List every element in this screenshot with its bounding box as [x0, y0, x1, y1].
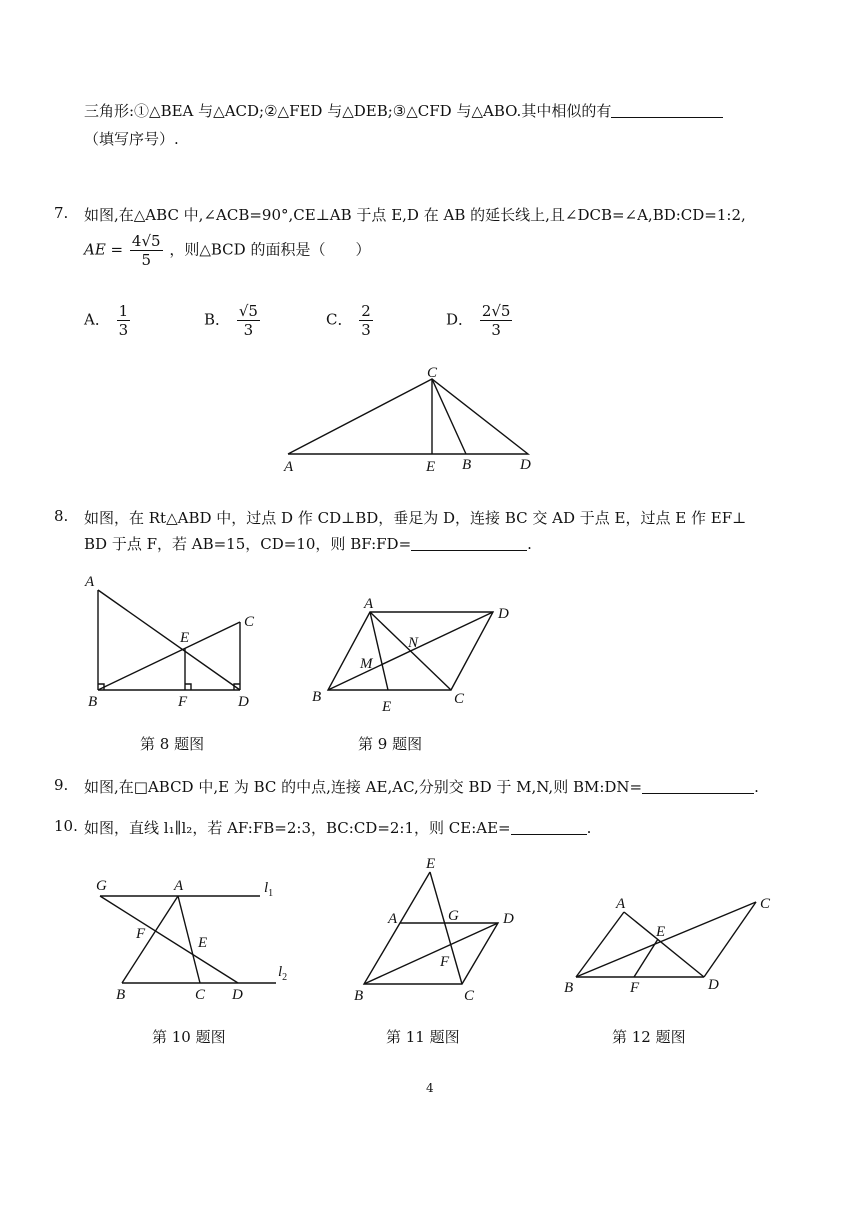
q7-figure — [280, 362, 540, 477]
svg-text:F: F — [630, 980, 640, 996]
svg-text:A: A — [616, 896, 626, 912]
svg-text:B: B — [312, 689, 322, 705]
svg-text:D: D — [238, 694, 249, 710]
svg-text:G: G — [96, 878, 107, 894]
svg-text:C: C — [464, 988, 475, 1004]
q7-ae-prefix: AE = — [84, 240, 124, 259]
page-number: 4 — [426, 1081, 434, 1095]
fig9-caption: 第 9 题图 — [358, 735, 423, 753]
fig11-caption: 第 11 题图 — [386, 1028, 460, 1046]
q6-answer-blank[interactable] — [611, 103, 723, 118]
fig9-segment-ac — [370, 612, 451, 690]
q7-ae-fraction: $\frac{4√5}{5}$ — [131, 232, 161, 269]
svg-text:A: A — [174, 878, 184, 894]
svg-text:E: E — [382, 699, 392, 715]
svg-text:D: D — [498, 606, 509, 622]
svg-text:l2: $l_2$ — [278, 964, 288, 983]
svg-text:F: F — [136, 926, 146, 942]
q7-question-text: ，则△BCD 的面积是（ ） — [169, 240, 371, 259]
q7-triangle-outline — [288, 379, 528, 454]
svg-text:D: D — [232, 987, 243, 1003]
q7-label-b: B — [462, 457, 472, 473]
q7-option-b[interactable]: B． $\frac{√5}{3}$ — [204, 302, 258, 339]
fig8 — [80, 570, 270, 715]
q7-label-c: C — [427, 365, 438, 381]
svg-text:A: A — [85, 574, 95, 590]
fig11-segment-ea — [400, 872, 430, 923]
q7-label-d: D — [520, 457, 531, 473]
svg-text:D: D — [708, 977, 719, 993]
q8-line2: BD 于点 F，若 AB=15，CD=10，则 BF:FD= . — [84, 535, 532, 553]
fig12-segment-ad — [624, 912, 704, 977]
svg-text:C: C — [760, 896, 771, 912]
q6-line2: （填写序号）. — [84, 130, 179, 148]
fig10-segment-ac — [178, 896, 200, 983]
svg-text:E: E — [426, 856, 436, 872]
q7-option-c[interactable]: C． $\frac{2}{3}$ — [326, 302, 371, 339]
q9-answer-blank[interactable] — [642, 779, 754, 794]
q9-number: 9. — [54, 776, 69, 794]
q9-text: 如图,在□ABCD 中,E 为 BC 的中点,连接 AE,AC,分别交 BD 于 M,N,则 BM:DN= . — [84, 778, 759, 796]
fig9 — [308, 590, 528, 720]
fig12-caption: 第 12 题图 — [612, 1028, 686, 1046]
q10-text: 如图，直线 l₁∥l₂，若 AF:FB=2:3，BC:CD=2:1，则 CE:AE= . — [84, 819, 592, 837]
q7-number: 7. — [54, 204, 69, 222]
q10-number: 10. — [54, 817, 78, 835]
fig10-caption: 第 10 题图 — [152, 1028, 226, 1046]
q10-answer-blank[interactable] — [511, 820, 587, 835]
fig8-right-angle-f — [185, 684, 191, 690]
fig9-segment-ae — [370, 612, 388, 690]
svg-text:C: C — [454, 691, 465, 707]
svg-text:B: B — [116, 987, 126, 1003]
fig8-segment-ad — [98, 590, 240, 690]
q7-label-e: E — [426, 459, 436, 475]
svg-text:B: B — [354, 988, 364, 1004]
fig10 — [90, 870, 300, 1005]
svg-text:C: C — [244, 614, 255, 630]
svg-text:C: C — [195, 987, 206, 1003]
svg-text:E: E — [656, 924, 666, 940]
svg-text:E: E — [180, 630, 190, 646]
q8-answer-blank[interactable] — [411, 536, 527, 551]
svg-text:l1: $l_1$ — [264, 880, 274, 899]
q7-line1: 如图,在△ABC 中,∠ACB=90°,CE⊥AB 于点 E,D 在 AB 的延长线上,且∠DCB=∠A,BD:CD=1:2, — [84, 206, 746, 224]
fig12-segment-ef — [634, 939, 658, 977]
svg-text:D: D — [503, 911, 514, 927]
fig11-diagonal-bd — [364, 923, 498, 984]
svg-text:B: B — [88, 694, 98, 710]
svg-text:A: A — [388, 911, 398, 927]
q8-number: 8. — [54, 507, 69, 525]
svg-text:N: N — [408, 635, 419, 651]
svg-text:A: A — [364, 596, 374, 612]
svg-text:M: M — [360, 656, 373, 672]
svg-text:G: G — [448, 908, 459, 924]
fig8-caption: 第 8 题图 — [140, 735, 205, 753]
q7-option-d[interactable]: D． $\frac{2√5}{3}$ — [446, 302, 511, 339]
fig8-segment-bc — [98, 622, 240, 690]
svg-text:F: F — [440, 954, 450, 970]
svg-text:F: F — [178, 694, 188, 710]
q7-label-a: A — [284, 459, 294, 475]
q6-line1: 三角形:①△BEA 与△ACD;②△FED 与△DEB;③△CFD 与△ABO.其中相似的有 — [84, 100, 723, 121]
q7-segment-cb — [432, 379, 466, 454]
fig12 — [560, 888, 780, 998]
svg-text:B: B — [564, 980, 574, 996]
q8-line1: 如图，在 Rt△ABD 中，过点 D 作 CD⊥BD，垂足为 D，连接 BC 交 AD 于点 E，过点 E 作 EF⊥ — [84, 509, 747, 527]
q7-option-a[interactable]: A． $\frac{1}{3}$ — [84, 302, 129, 339]
fig11 — [348, 852, 528, 1007]
svg-text:E: E — [198, 935, 208, 951]
q7-line2 — [84, 232, 370, 269]
